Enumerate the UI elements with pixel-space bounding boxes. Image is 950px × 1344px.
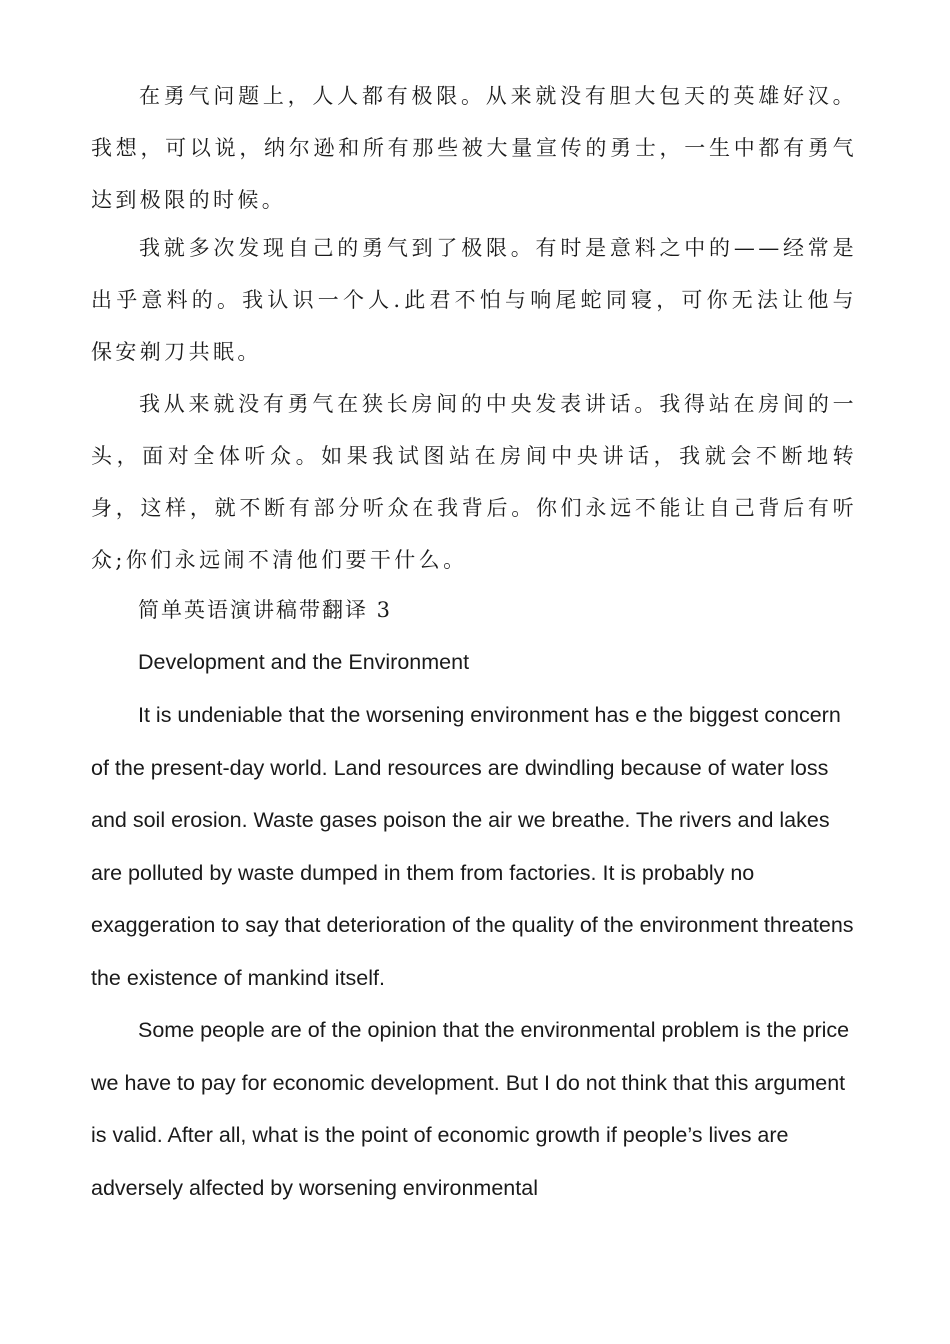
- english-title: Development and the Environment: [138, 650, 470, 674]
- paragraph-zh-2: 我就多次发现自己的勇气到了极限。有时是意料之中的——经常是出乎意料的。我认识一个人.此君不怕与响尾蛇同寝，可你无法让他与保安剃刀共眠。: [91, 236, 857, 364]
- paragraph-zh-1: 在勇气问题上，人人都有极限。从来就没有胆大包天的英雄好汉。我想，可以说，纳尔逊和所有那些被大量宣传的勇士，一生中都有勇气达到极限的时候。: [91, 84, 857, 212]
- paragraph-en-1: It is undeniable that the worsening environment has e the biggest concern of the present-day world. Land resources are dwindling because of water loss and soil erosion. Waste gases poison the air we breathe. The rivers and lakes are polluted by waste dumped in them from factories. It is probably no exaggeration to say that deterioration of the quality of the environment threatens the existence of mankind itself.: [91, 703, 854, 990]
- paragraph-en-2: Some people are of the opinion that the environmental problem is the price we have to pay for economic development. But I do not think that this argument is valid. After all, what is the point of economic growth if people’s lives are adversely alfected by worsening environmental: [91, 1018, 850, 1200]
- paragraph-zh-3: 我从来就没有勇气在狭长房间的中央发表讲话。我得站在房间的一头，面对全体听众。如果我试图站在房间中央讲话，我就会不断地转身，这样，就不断有部分听众在我背后。你们永远不能让自己背后有听众;你们永远闹不清他们要干什么。: [91, 392, 857, 572]
- section-heading: 简单英语演讲稿带翻译 3: [138, 598, 393, 622]
